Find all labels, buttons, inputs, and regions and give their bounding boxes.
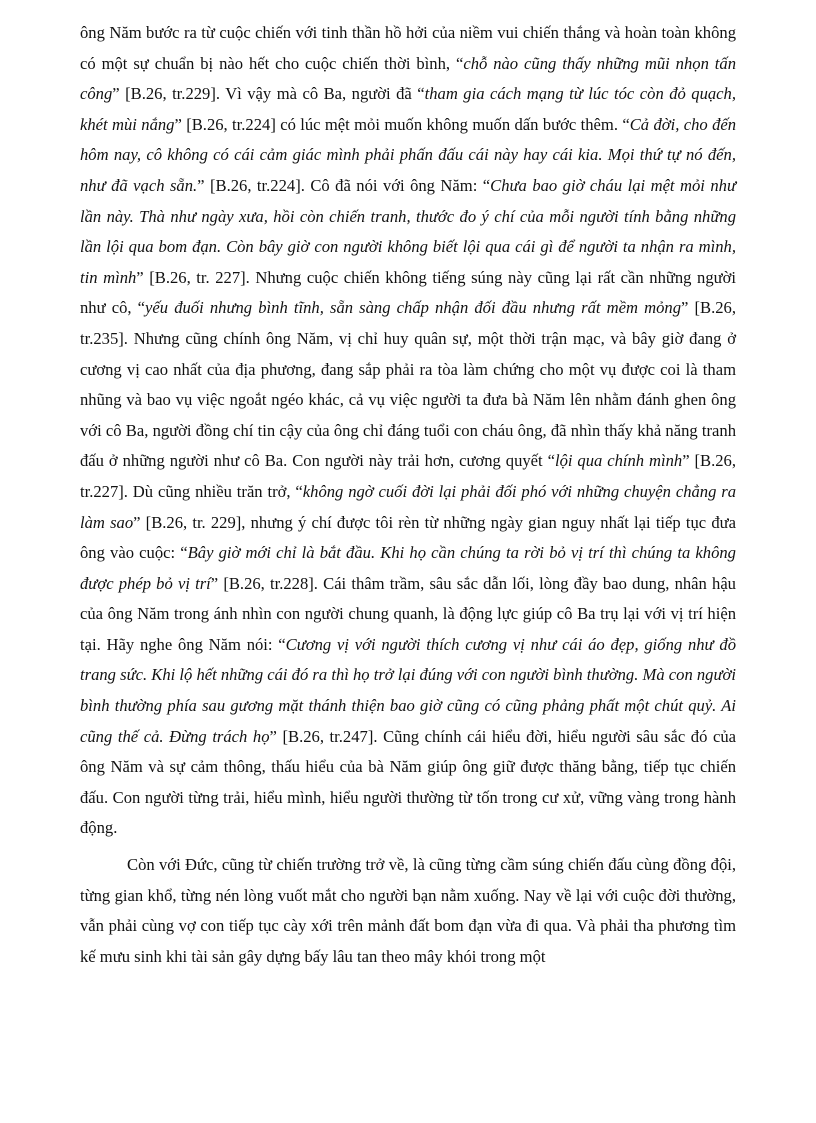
paragraph-1: [80, 18, 736, 844]
text-run: ” [B.26, tr.247]. Cũng chính cái hiểu đời, hiểu người sâu sắc đó của ông Năm và sự cảm thông, thấu hiểu của bà Năm giúp ông giữ được thăng bằng, tiếp tục chiến đấu. Con người từng trải, hiểu mình, hiểu người thường từ tốn trong cư xử, vững vàng trong hành động.: [80, 726, 736, 838]
quotation: chỗ nào cũng thấy những mũi nhọn tấn công: [80, 53, 737, 104]
text-run: ” [B.26, tr.228]. Cái thâm trầm, sâu sắc dẫn lối, lòng đầy bao dung, nhân hậu của ông Năm trong ánh nhìn con người chung quanh, là động lực giúp cô Ba trụ lại với vị trí hiện tại. Hãy nghe ông Năm nói: “: [80, 573, 736, 654]
text-run: Còn với Đức, cũng từ chiến trường trở về, là cũng từng cầm súng chiến đấu cùng đồng đội, từng gian khổ, từng nén lòng vuốt mắt cho người bạn nằm xuống. Nay về lại với cuộc đời thường, vẫn phải cùng vợ con tiếp tục cày xới trên mảnh đất bom đạn vừa đi qua. Và phải tha phương tìm kế mưu sinh khi tài sản gây dựng bấy lâu tan theo mây khói trong một: [80, 855, 736, 966]
quotation: Cả đời, cho đến hôm nay, cô không có cái cảm giác mình phải phấn đấu cái này hay cái kia. Mọi thứ tự nó đến, như đã vạch sẵn.: [80, 114, 737, 195]
paragraph-2: [80, 850, 736, 972]
text-run: ông Năm bước ra từ cuộc chiến với tinh thần hồ hởi của niềm vui chiến thắng và hoàn toàn không có một sự chuẩn bị nào hết cho cuộc chiến thời bình, “: [80, 23, 736, 73]
text-run: ” [B.26, tr. 229], nhưng ý chí được tôi rèn từ những ngày gian nguy nhất lại tiếp tục đưa ông vào cuộc: “: [80, 512, 736, 563]
quotation: tham gia cách mạng từ lúc tóc còn đỏ quạch, khét mùi nắng: [80, 84, 736, 134]
text-run: ” [B.26, tr.224]. Cô đã nói với ông Năm: “: [197, 175, 491, 195]
text-run: ” [B.26, tr.229]. Vì vậy mà cô Ba, người đã “: [112, 84, 425, 104]
text-run: ” [B.26, tr.224] có lúc mệt mỏi muốn không muốn dấn bước thêm. “: [174, 114, 630, 134]
quotation: lội qua chính mình: [554, 451, 683, 471]
quotation: không ngờ cuối đời lại phải đối phó với những chuyện chẳng ra làm sao: [80, 481, 737, 532]
quotation: Chưa bao giờ cháu lại mệt mỏi như lần này. Thà như ngày xưa, hồi còn chiến tranh, thước đo ý chí của mỗi người tính bằng những lần lội qua bom đạn. Còn bây giờ con người không biết lội qua cái gì để người ta nhận ra mình, tin mình: [80, 175, 737, 287]
text-run: ” [B.26, tr.227]. Dù cũng nhiều trăn trở, “: [80, 451, 736, 501]
text-run: ” [B.26, tr.235]. Nhưng cũng chính ông Năm, vị chỉ huy quân sự, một thời trận mạc, và bây giờ đang ở cương vị cao nhất của địa phương, đang sắp phải ra tòa làm chứng cho một vụ được coi là tham nhũng và bao vụ việc ngoắt ngéo khác, cả vụ việc người ta đưa bà Năm lên nhằm đánh ghen ông với cô Ba, người đồng chí tin cậy của ông chỉ đáng tuổi con cháu ông, đã nhìn thấy khả năng tranh đấu ở những người như cô Ba. Con người này trải hơn, cương quyết “: [80, 298, 736, 471]
document-page: [80, 18, 736, 972]
quotation: Cương vị với người thích cương vị như cái áo đẹp, giống như đồ trang sức. Khi lộ hết những cái đó ra thì họ trở lại đúng với con người bình thường. Mà con người bình thường phía sau gương mặt thánh thiện bao giờ cũng có cũng phảng phất một chút quỷ. Ai cũng thế cả. Đừng trách họ: [80, 634, 736, 746]
text-run: ” [B.26, tr. 227]. Nhưng cuộc chiến không tiếng súng này cũng lại rất cần những người như cô, “: [80, 267, 737, 318]
quotation: Bây giờ mới chỉ là bắt đầu. Khi họ cần chúng ta rời bỏ vị trí thì chúng ta không được phép bỏ vị trí: [80, 543, 736, 593]
quotation: yếu đuối nhưng bình tĩnh, sẵn sàng chấp nhận đối đầu nhưng rất mềm mỏng: [145, 298, 681, 318]
